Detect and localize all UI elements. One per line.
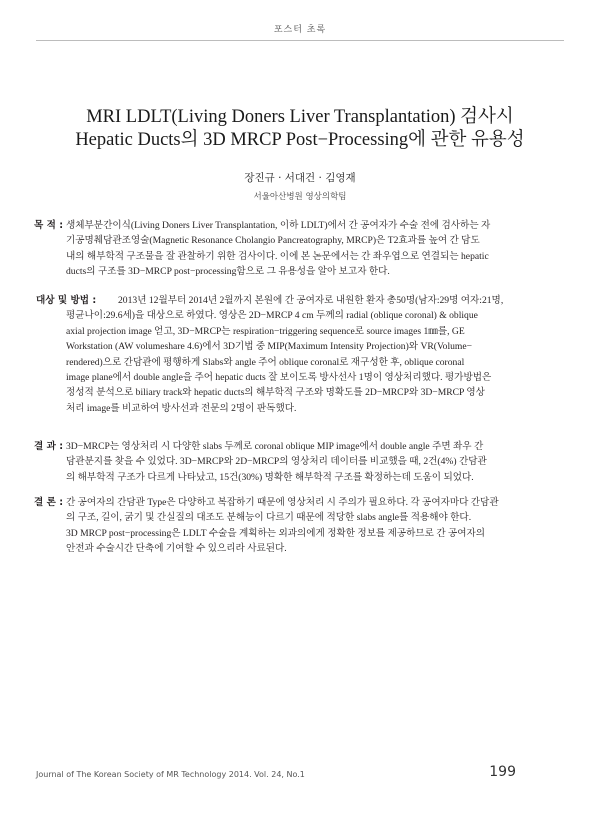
section-tag: 포스터 초록	[273, 25, 327, 35]
methods-line: 평균나이:29.6세)을 대상으로 하였다. 영상은 2D−MRCP 4 cm 두께의 radial (oblique coronal) & oblique	[66, 310, 478, 322]
objective-section	[34, 218, 546, 280]
methods-line: axial projection image 얻고, 3D−MRCP는 respiration−triggering sequence로 source images 1㎜를, GE	[66, 325, 465, 337]
affiliation: 서울아산병원 영상의학팀	[253, 192, 347, 202]
conclusion-line: 안전과 수술시간 단축에 기여할 수 있으리라 사료된다.	[66, 543, 287, 555]
results-section	[34, 439, 546, 485]
objective-line: 생체부분간이식(Living Doners Liver Transplantation, 이하 LDLT)에서 간 공여자가 수술 전에 검사하는 자	[66, 220, 491, 231]
objective-line: 내의 해부학적 구조물을 잘 관찰하기 위한 검사이다. 이에 본 논문에서는 간 좌우엽으로 연결되는 hepatic	[66, 250, 489, 262]
methods-line: 정성적 분석으로 biliary track와 hepatic ducts의 해부학적 구조와 명확도를 2D−MRCP와 3D−MRCP 영상	[66, 387, 485, 399]
results-line: 의 해부학적 구조가 다르게 나타났고, 15건(30%) 명확한 해부학적 구조를 확정하는데 도움이 되었다.	[66, 471, 474, 483]
conclusion-line: 의 구조, 길이, 굵기 및 간실질의 대조도 분해능이 다르기 때문에 적당한 slabs angle를 적용해야 한다.	[66, 512, 472, 524]
conclusion-section	[34, 495, 546, 557]
results-line: 담관분지를 찾을 수 있었다. 3D−MRCP와 2D−MRCP의 영상처리 데이터를 비교했을 때, 2건(4%) 간담관	[66, 456, 487, 468]
methods-line: rendered)으로 간담관에 평행하게 Slabs와 angle 주어 oblique coronal로 재구성한 후, oblique coronal	[66, 356, 465, 368]
objective-line: 기공명췌담관조영술(Magnetic Resonance Cholangio Pancreatography, MRCP)은 T2효과를 높여 간 담도	[66, 235, 480, 247]
journal-citation: Journal of The Korean Society of MR Technology 2014. Vol. 24, No.1	[36, 770, 305, 779]
paper-title-line-2: Hepatic Ducts의 3D MRCP Post−Processing에 관한 유용성	[75, 130, 525, 150]
conclusion-label: 결 론 :	[34, 497, 64, 508]
methods-line: Workstation (AW volumeshare 4.6)에서 3D기법 중 MIP(Maximum Intensity Projection)와 VR(Volume−	[66, 341, 473, 353]
methods-label: 대상 및 방법 :	[36, 295, 97, 306]
authors: 장진규 · 서대건 · 김영재	[244, 172, 356, 184]
methods-section	[36, 293, 546, 416]
page-number: 199	[489, 764, 516, 780]
conclusion-line: 3D MRCP post−processing은 LDLT 수술을 계획하는 외과의에게 정확한 정보를 제공하므로 간 공여자의	[66, 527, 486, 539]
results-line: 3D−MRCP는 영상처리 시 다양한 slabs 두께로 coronal oblique MIP image에서 double angle 주면 좌우 간	[66, 441, 484, 452]
objective-line: ducts의 구조를 3D−MRCP post−processing함으로 그 유용성을 알아 보고자 한다.	[66, 266, 390, 278]
paper-title-line-1: MRI LDLT(Living Doners Liver Transplantation) 검사시	[86, 107, 514, 127]
methods-line: image plane에서 double angle을 주어 hepatic ducts 잘 보이도록 방사선사 1명이 영상처리했다. 평가방법은	[66, 372, 492, 384]
paper-title	[40, 106, 560, 152]
conclusion-line: 간 공여자의 간담관 Type은 다양하고 복잡하기 때문에 영상처리 시 주의가 필요하다. 각 공여자마다 간담관	[66, 497, 499, 508]
methods-line: 2013년 12월부터 2014년 2월까지 본원에 간 공여자로 내원한 환자 총50명(남자:29명 여자:21명,	[118, 295, 504, 306]
results-label: 결 과 :	[34, 441, 64, 452]
methods-line: 처리 image를 비교하여 방사선과 전문의 2명이 판독했다.	[66, 402, 297, 414]
header-divider	[36, 40, 564, 41]
objective-label: 목 적 :	[34, 220, 64, 231]
